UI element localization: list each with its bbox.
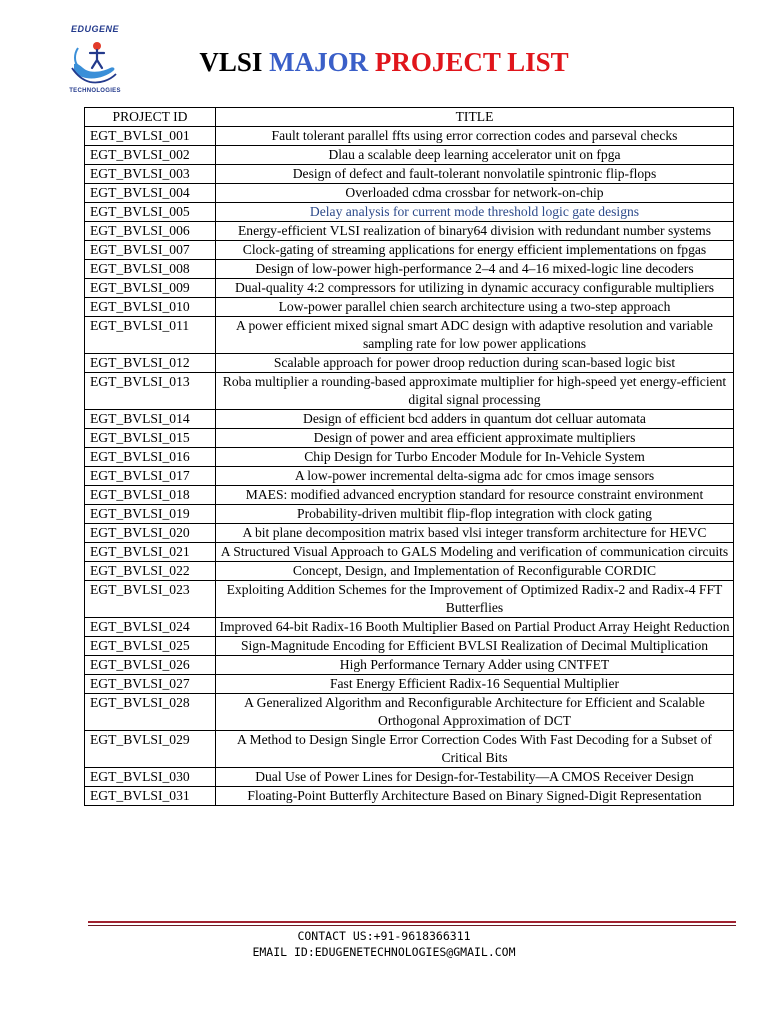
project-id-cell: EGT_BVLSI_001	[85, 127, 216, 146]
project-table	[84, 107, 734, 806]
project-id-cell: EGT_BVLSI_022	[85, 562, 216, 581]
table-row	[85, 146, 734, 165]
project-title-cell: Design of efficient bcd adders in quantum dot celluar automata	[216, 410, 734, 429]
project-title-cell: A low-power incremental delta-sigma adc for cmos image sensors	[216, 467, 734, 486]
project-id-cell: EGT_BVLSI_020	[85, 524, 216, 543]
project-title-cell: Dlau a scalable deep learning accelerator unit on fpga	[216, 146, 734, 165]
project-id-cell: EGT_BVLSI_014	[85, 410, 216, 429]
table-row	[85, 731, 734, 768]
project-id-cell: EGT_BVLSI_021	[85, 543, 216, 562]
project-title-cell: Chip Design for Turbo Encoder Module for In-Vehicle System	[216, 448, 734, 467]
project-title-cell: Energy-efficient VLSI realization of binary64 division with redundant number systems	[216, 222, 734, 241]
project-title-cell: Exploiting Addition Schemes for the Improvement of Optimized Radix-2 and Radix-4 FFT Butterflies	[216, 581, 734, 618]
table-row	[85, 562, 734, 581]
table-body	[85, 127, 734, 806]
project-title-cell: Scalable approach for power droop reduction during scan-based logic bist	[216, 354, 734, 373]
project-title-cell: High Performance Ternary Adder using CNTFET	[216, 656, 734, 675]
project-title-cell: Design of low-power high-performance 2–4 and 4–16 mixed-logic line decoders	[216, 260, 734, 279]
project-title-cell: Sign-Magnitude Encoding for Efficient BVLSI Realization of Decimal Multiplication	[216, 637, 734, 656]
project-id-cell: EGT_BVLSI_015	[85, 429, 216, 448]
table-row	[85, 637, 734, 656]
table-row	[85, 241, 734, 260]
footer-divider-dark	[88, 925, 736, 926]
project-id-cell: EGT_BVLSI_029	[85, 731, 216, 768]
table-row	[85, 317, 734, 354]
footer-contact	[0, 928, 768, 960]
project-id-cell: EGT_BVLSI_006	[85, 222, 216, 241]
project-title-cell: Improved 64-bit Radix-16 Booth Multiplier Based on Partial Product Array Height Reduction	[216, 618, 734, 637]
project-id-cell: EGT_BVLSI_016	[85, 448, 216, 467]
project-id-cell: EGT_BVLSI_027	[85, 675, 216, 694]
project-id-cell: EGT_BVLSI_024	[85, 618, 216, 637]
table-header-row	[85, 108, 734, 127]
project-id-cell: EGT_BVLSI_005	[85, 203, 216, 222]
table-row	[85, 618, 734, 637]
table-row	[85, 260, 734, 279]
project-id-cell: EGT_BVLSI_002	[85, 146, 216, 165]
project-id-cell: EGT_BVLSI_026	[85, 656, 216, 675]
contact-email: EMAIL ID:EDUGENETECHNOLOGIES@GMAIL.COM	[252, 945, 516, 959]
project-id-cell: EGT_BVLSI_018	[85, 486, 216, 505]
table-row	[85, 486, 734, 505]
project-id-cell: EGT_BVLSI_030	[85, 768, 216, 787]
table-row	[85, 373, 734, 410]
table-row	[85, 581, 734, 618]
project-title-cell: Dual Use of Power Lines for Design-for-Testability—A CMOS Receiver Design	[216, 768, 734, 787]
table-row	[85, 505, 734, 524]
header-title: TITLE	[216, 108, 734, 127]
project-title-cell: Fast Energy Efficient Radix-16 Sequential Multiplier	[216, 675, 734, 694]
table-row	[85, 354, 734, 373]
project-id-cell: EGT_BVLSI_012	[85, 354, 216, 373]
table-row	[85, 543, 734, 562]
table-row	[85, 165, 734, 184]
logo-bottom-text: TECHNOLOGIES	[69, 88, 121, 94]
contact-phone: CONTACT US:+91-9618366311	[297, 929, 471, 943]
table-row	[85, 694, 734, 731]
project-id-cell: EGT_BVLSI_023	[85, 581, 216, 618]
project-id-cell: EGT_BVLSI_003	[85, 165, 216, 184]
table-row	[85, 467, 734, 486]
project-title-cell: A Method to Design Single Error Correction Codes With Fast Decoding for a Subset of Critical Bits	[216, 731, 734, 768]
project-title-cell: Dual-quality 4:2 compressors for utilizing in dynamic accuracy configurable multipliers	[216, 279, 734, 298]
table-row	[85, 429, 734, 448]
project-title-cell: Design of power and area efficient approximate multipliers	[216, 429, 734, 448]
project-title-cell: Probability-driven multibit flip-flop integration with clock gating	[216, 505, 734, 524]
table-row	[85, 448, 734, 467]
logo-top-text: EDUGENE	[70, 24, 119, 34]
project-title-cell: Design of defect and fault-tolerant nonvolatile spintronic flip-flops	[216, 165, 734, 184]
project-title-cell: MAES: modified advanced encryption standard for resource constraint environment	[216, 486, 734, 505]
project-title-cell: Concept, Design, and Implementation of Reconfigurable CORDIC	[216, 562, 734, 581]
project-id-cell: EGT_BVLSI_031	[85, 787, 216, 806]
title-part-major: MAJOR	[269, 47, 375, 77]
project-id-cell: EGT_BVLSI_010	[85, 298, 216, 317]
project-title-cell: A power efficient mixed signal smart ADC design with adaptive resolution and variable sampling rate for low power applications	[216, 317, 734, 354]
table-row	[85, 410, 734, 429]
project-title-cell: Roba multiplier a rounding-based approximate multiplier for high-speed yet energy-efficient digital signal processing	[216, 373, 734, 410]
title-part-project-list: PROJECT LIST	[374, 47, 569, 77]
project-title-cell: Delay analysis for current mode threshold logic gate designs	[216, 203, 734, 222]
footer-divider-red	[88, 921, 736, 923]
project-title-cell: Overloaded cdma crossbar for network-on-chip	[216, 184, 734, 203]
project-id-cell: EGT_BVLSI_011	[85, 317, 216, 354]
project-id-cell: EGT_BVLSI_025	[85, 637, 216, 656]
project-title-cell: A bit plane decomposition matrix based vlsi integer transform architecture for HEVC	[216, 524, 734, 543]
table-row	[85, 768, 734, 787]
project-title-cell: Fault tolerant parallel ffts using error correction codes and parseval checks	[216, 127, 734, 146]
table-row	[85, 787, 734, 806]
project-id-cell: EGT_BVLSI_008	[85, 260, 216, 279]
table-row	[85, 656, 734, 675]
project-title-cell: Low-power parallel chien search architecture using a two-step approach	[216, 298, 734, 317]
project-title-cell: Floating-Point Butterfly Architecture Based on Binary Signed-Digit Representation	[216, 787, 734, 806]
project-id-cell: EGT_BVLSI_007	[85, 241, 216, 260]
project-title-cell: A Generalized Algorithm and Reconfigurable Architecture for Efficient and Scalable Orthogonal Approximation of DCT	[216, 694, 734, 731]
project-title-cell: A Structured Visual Approach to GALS Modeling and verification of communication circuits	[216, 543, 734, 562]
table-row	[85, 127, 734, 146]
table-row	[85, 298, 734, 317]
project-id-cell: EGT_BVLSI_009	[85, 279, 216, 298]
table-row	[85, 524, 734, 543]
title-part-vlsi: VLSI	[199, 47, 270, 77]
table-row	[85, 184, 734, 203]
table-row	[85, 675, 734, 694]
table-row	[85, 279, 734, 298]
project-id-cell: EGT_BVLSI_028	[85, 694, 216, 731]
project-id-cell: EGT_BVLSI_013	[85, 373, 216, 410]
project-id-cell: EGT_BVLSI_004	[85, 184, 216, 203]
project-title-cell: Clock-gating of streaming applications for energy efficient implementations on fpgas	[216, 241, 734, 260]
header-project-id: PROJECT ID	[85, 108, 216, 127]
page-title	[0, 47, 768, 78]
table-row	[85, 222, 734, 241]
table-row	[85, 203, 734, 222]
project-id-cell: EGT_BVLSI_017	[85, 467, 216, 486]
project-id-cell: EGT_BVLSI_019	[85, 505, 216, 524]
